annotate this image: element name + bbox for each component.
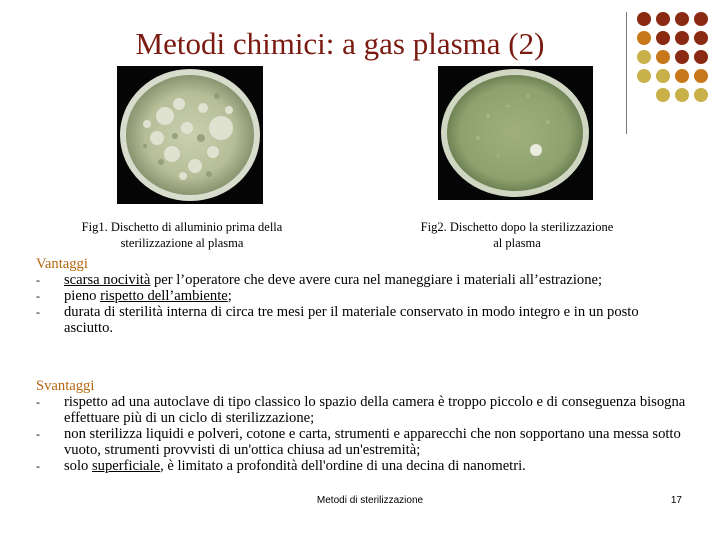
decorative-dot-grid (637, 12, 717, 108)
decorative-dot (656, 88, 670, 102)
figure-1-caption-line-1: Fig1. Dischetto di alluminio prima della (81, 220, 283, 234)
decorative-dot (656, 50, 670, 64)
vantaggi-item: - durata di sterilità interna di circa tre mesi per il materiale conservato in modo integro e in un posto asciutto. (36, 304, 639, 336)
vantaggi-section (36, 256, 686, 336)
decorative-dot (637, 12, 651, 26)
decorative-dot (694, 69, 708, 83)
svantaggi-item: - solo superficiale, è limitato a profondità dell'ordine di una decina di nanometri. (36, 458, 526, 474)
decorative-dot (675, 69, 689, 83)
svantaggi-item: - non sterilizza liquidi e polveri, cotone e carta, strumenti e apparecchi che non sopportano una messa sotto vuoto, strumenti provvisti di un'ottica chiusa ad un'estremità; (36, 426, 681, 458)
decorative-dot (675, 50, 689, 64)
vantaggi-item: - pieno rispetto dell’ambiente; (36, 288, 232, 304)
decorative-dot (694, 31, 708, 45)
bullet-dash: - (36, 459, 40, 473)
vantaggi-heading: Vantaggi (36, 256, 88, 272)
decorative-dot (656, 31, 670, 45)
decorative-dot (656, 69, 670, 83)
figure-2-photo (438, 66, 593, 200)
page-number: 17 (670, 495, 682, 506)
decorative-dot (675, 31, 689, 45)
bullet-dash: - (36, 289, 40, 303)
bullet-dash: - (36, 305, 40, 319)
figure-1-caption-line-2: sterilizzazione al plasma (120, 236, 244, 250)
decorative-dot (637, 50, 651, 64)
underlined-text: rispetto dell’ambiente (100, 288, 228, 304)
svantaggi-item: - rispetto ad una autoclave di tipo classico lo spazio della camera è troppo piccolo e di conseguenza bisogna effettuare più di un ciclo di sterilizzazione; (36, 394, 686, 426)
decorative-dot (694, 12, 708, 26)
figure-2-caption-line-1: Fig2. Dischetto dopo la sterilizzazione (420, 220, 614, 234)
underlined-text: superficiale (91, 458, 161, 474)
figure-1-caption (52, 219, 312, 251)
underlined-text: scarsa nocività (64, 272, 151, 288)
decorative-dot (675, 88, 689, 102)
decorative-divider (626, 12, 627, 134)
decorative-dot (694, 50, 708, 64)
bullet-dash: - (36, 395, 40, 409)
slide-footer: Metodi di sterilizzazione (316, 495, 424, 506)
figure-2-caption-line-2: al plasma (493, 236, 541, 250)
bullet-dash: - (36, 273, 40, 287)
vantaggi-item: - scarsa nocività per l’operatore che deve avere cura nel maneggiare i materiali all’estrazione; (36, 272, 603, 288)
svantaggi-section (36, 378, 686, 474)
decorative-dot (694, 88, 708, 102)
svantaggi-heading: Svantaggi (36, 378, 95, 394)
figure-2-caption (386, 219, 648, 251)
figure-1-photo (117, 66, 263, 204)
decorative-dot (637, 31, 651, 45)
decorative-dot (675, 12, 689, 26)
decorative-dot (656, 12, 670, 26)
bullet-dash: - (36, 427, 40, 441)
decorative-dot (637, 69, 651, 83)
slide-title: Metodi chimici: a gas plasma (2) (135, 26, 545, 61)
